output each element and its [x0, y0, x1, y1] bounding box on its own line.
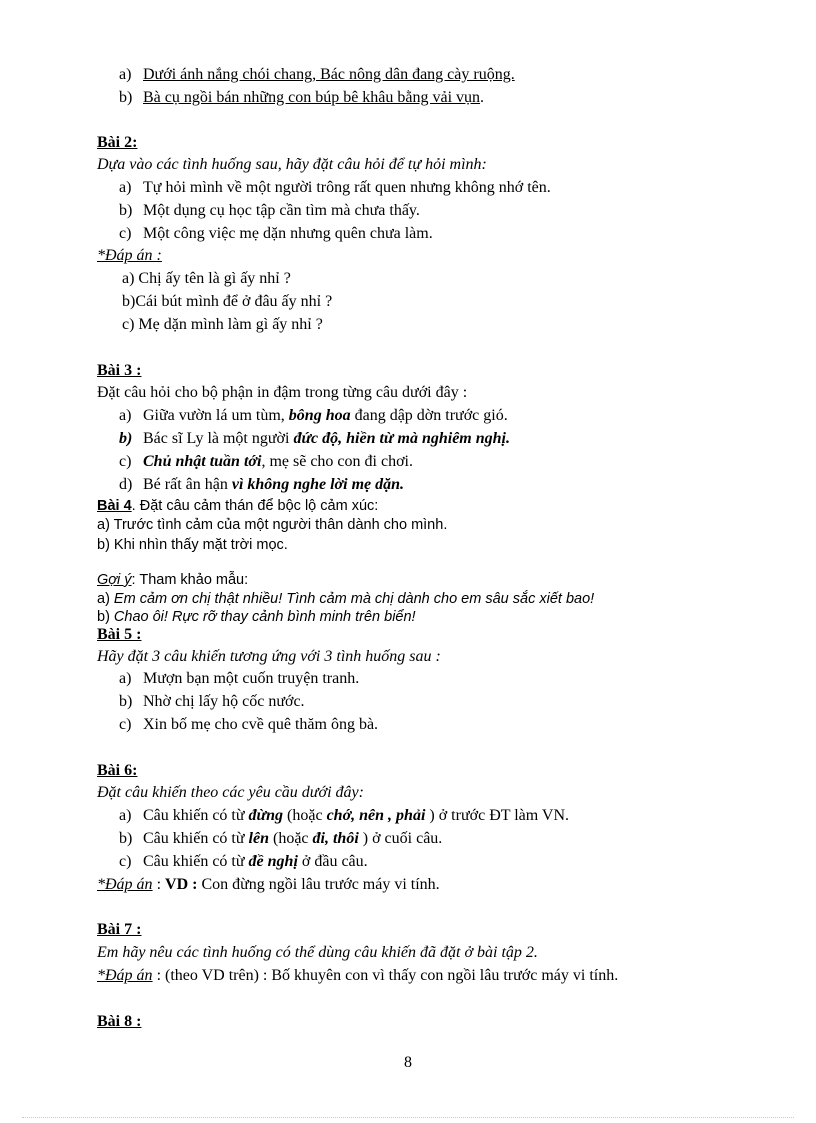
bai6-item-a: a) Câu khiến có từ đừng (hoặc chớ, nên , phải ) ở trước ĐT làm VN.	[119, 807, 570, 824]
bai2-heading: Bài 2:	[97, 134, 138, 151]
bai2-item-a: a) Tự hỏi mình về một người trông rất quen nhưng không nhớ tên.	[119, 179, 551, 196]
bai3-item-c: c) Chủ nhật tuần tới, mẹ sẽ cho con đi chơi.	[119, 453, 413, 470]
bai4-item-b: b) Khi nhìn thấy mặt trời mọc.	[97, 537, 288, 553]
bai3-item-a: a) Giữa vườn lá um tùm, bông hoa đang dập dờn trước gió.	[119, 407, 508, 424]
bai4-sample-b: b) Chao ôi! Rực rỡ thay cảnh bình minh trên biển!	[97, 609, 416, 625]
top-item-a-text: Dưới ánh nắng chói chang, Bác nông dân đang cày ruộng.	[143, 66, 515, 83]
bai5-prompt: Hãy đặt 3 câu khiến tương ứng với 3 tình huống sau :	[97, 648, 441, 665]
bai4-item-a: a) Trước tình cảm của một người thân dành cho mình.	[97, 517, 448, 533]
bai3-prompt: Đặt câu hỏi cho bộ phận in đậm trong từng câu dưới đây :	[97, 384, 468, 401]
bai2-answer-b: b)Cái bút mình để ở đâu ấy nhỉ ?	[122, 293, 333, 310]
bai7-answer: *Đáp án : (theo VD trên) : Bố khuyên con vì thấy con ngồi lâu trước máy vi tính.	[97, 967, 619, 984]
bai5-item-c: c) Xin bố mẹ cho cvề quê thăm ông bà.	[119, 716, 379, 733]
bai2-answer-a: a) Chị ấy tên là gì ấy nhỉ ?	[122, 270, 291, 287]
bai3-item-b: b) Bác sĩ Ly là một người đức độ, hiền từ mà nghiêm nghị.	[119, 430, 510, 447]
bai6-answer: *Đáp án : VD : Con đừng ngồi lâu trước máy vi tính.	[97, 876, 440, 893]
page-bottom-divider	[22, 1117, 794, 1118]
bai4-title-line: Bài 4. Đặt câu cảm thán để bộc lộ cảm xúc:	[97, 498, 379, 514]
bai6-heading: Bài 6:	[97, 762, 138, 779]
bai7-prompt: Em hãy nêu các tình huống có thể dùng câu khiến đã đặt ở bài tập 2.	[97, 944, 538, 961]
top-item-a: a) Dưới ánh nắng chói chang, Bác nông dân đang cày ruộng.	[119, 66, 515, 83]
top-item-b: b) Bà cụ ngồi bán những con búp bê khâu bằng vải vụn.	[119, 89, 485, 106]
bai3-heading: Bài 3 :	[97, 362, 142, 379]
bai2-item-c: c) Một công việc mẹ dặn nhưng quên chưa làm.	[119, 225, 433, 242]
bai7-heading: Bài 7 :	[97, 921, 142, 938]
bai5-item-b: b) Nhờ chị lấy hộ cốc nước.	[119, 693, 305, 710]
bai8-heading: Bài 8 :	[97, 1013, 142, 1030]
bai2-answer-label: *Đáp án :	[97, 247, 162, 264]
bai4-hint: Gợi ý: Tham khảo mẫu:	[97, 572, 249, 588]
bai4-sample-a: a) Em cảm ơn chị thật nhiều! Tình cảm mà chị dành cho em sâu sắc xiết bao!	[97, 591, 595, 607]
bai6-item-c: c) Câu khiến có từ đề nghị ở đầu câu.	[119, 853, 368, 870]
bai6-item-b: b) Câu khiến có từ lên (hoặc đi, thôi ) ở cuối câu.	[119, 830, 443, 847]
bai5-heading: Bài 5 :	[97, 626, 142, 643]
bai4-heading: Bài 4	[97, 498, 132, 514]
page-number: 8	[404, 1054, 412, 1071]
bai5-item-a: a) Mượn bạn một cuốn truyện tranh.	[119, 670, 360, 687]
bai3-item-d: d) Bé rất ân hận vì không nghe lời mẹ dặn.	[119, 476, 405, 493]
bai6-prompt: Đặt câu khiến theo các yêu cầu dưới đây:	[97, 784, 364, 801]
top-item-b-text: Bà cụ ngồi bán những con búp bê khâu bằng vải vụn	[143, 89, 481, 106]
bai2-prompt: Dựa vào các tình huống sau, hãy đặt câu hỏi để tự hỏi mình:	[97, 156, 487, 173]
bai2-item-b: b) Một dụng cụ học tập cần tìm mà chưa thấy.	[119, 202, 420, 219]
bai2-answer-c: c) Mẹ dặn mình làm gì ấy nhỉ ?	[122, 316, 323, 333]
